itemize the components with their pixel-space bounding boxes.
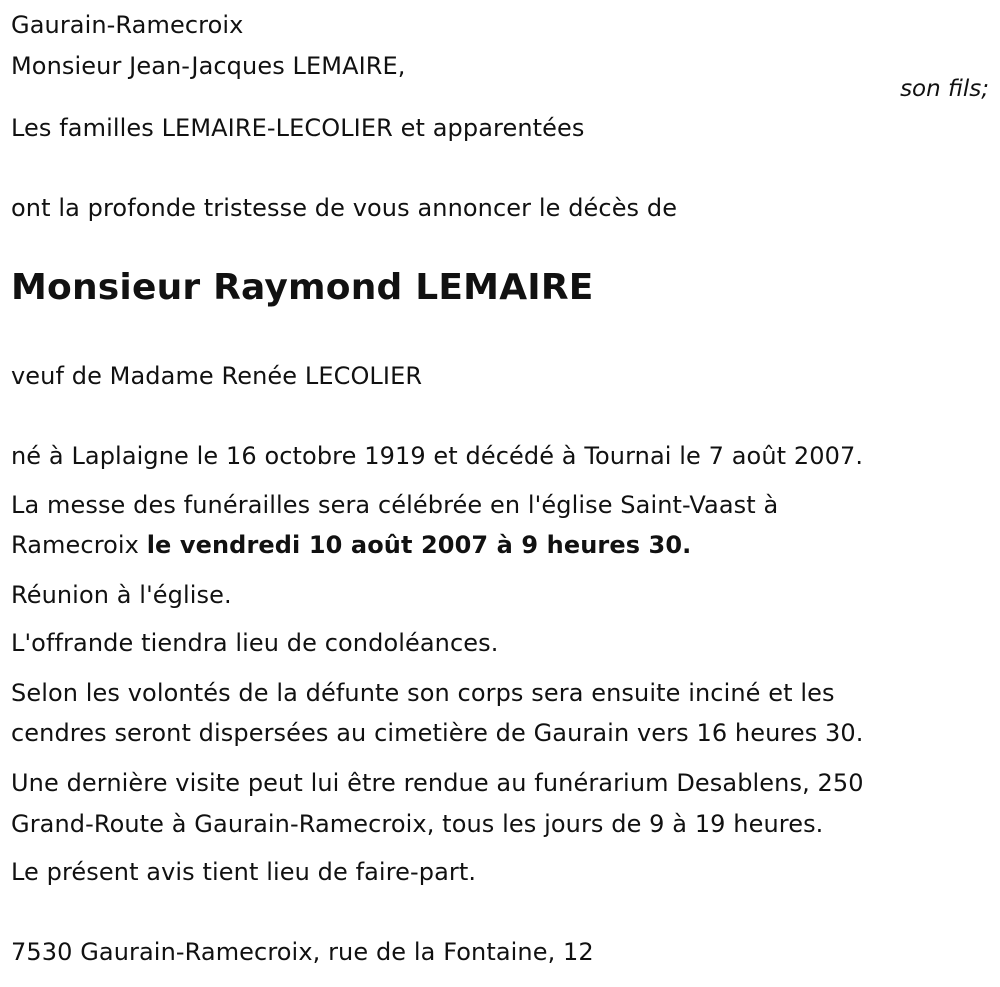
visit-line-1: Une dernière visite peut lui être rendue au funérarium Desablens, 250 xyxy=(11,769,864,797)
funeral-datetime: le vendredi 10 août 2007 à 9 heures 30. xyxy=(146,531,692,559)
faire-part: Le présent avis tient lieu de faire-part. xyxy=(11,858,477,886)
cremation-line-1: Selon les volontés de la défunte son corps sera ensuite inciné et les xyxy=(11,679,835,707)
families: Les familles LEMAIRE-LECOLIER et apparentées xyxy=(11,114,585,142)
visit-line-2: Grand-Route à Gaurain-Ramecroix, tous les jours de 9 à 19 heures. xyxy=(11,810,824,838)
funeral-place: Ramecroix xyxy=(11,531,147,559)
son-relation: son fils; xyxy=(900,76,989,102)
spouse: veuf de Madame Renée LECOLIER xyxy=(11,362,423,390)
location: Gaurain-Ramecroix xyxy=(11,11,244,39)
announcement: ont la profonde tristesse de vous annoncer le décès de xyxy=(11,194,678,222)
funeral-line-2 xyxy=(11,530,691,560)
son-name: Monsieur Jean-Jacques LEMAIRE, xyxy=(11,52,406,80)
address: 7530 Gaurain-Ramecroix, rue de la Fontaine, 12 xyxy=(11,938,594,966)
funeral-line-1: La messe des funérailles sera célébrée en l'église Saint-Vaast à xyxy=(11,491,779,519)
birth-death: né à Laplaigne le 16 octobre 1919 et décédé à Tournai le 7 août 2007. xyxy=(11,442,864,470)
cremation-line-2: cendres seront dispersées au cimetière de Gaurain vers 16 heures 30. xyxy=(11,719,864,747)
offering: L'offrande tiendra lieu de condoléances. xyxy=(11,629,499,657)
deceased-name: Monsieur Raymond LEMAIRE xyxy=(11,267,594,308)
meeting: Réunion à l'église. xyxy=(11,581,232,609)
